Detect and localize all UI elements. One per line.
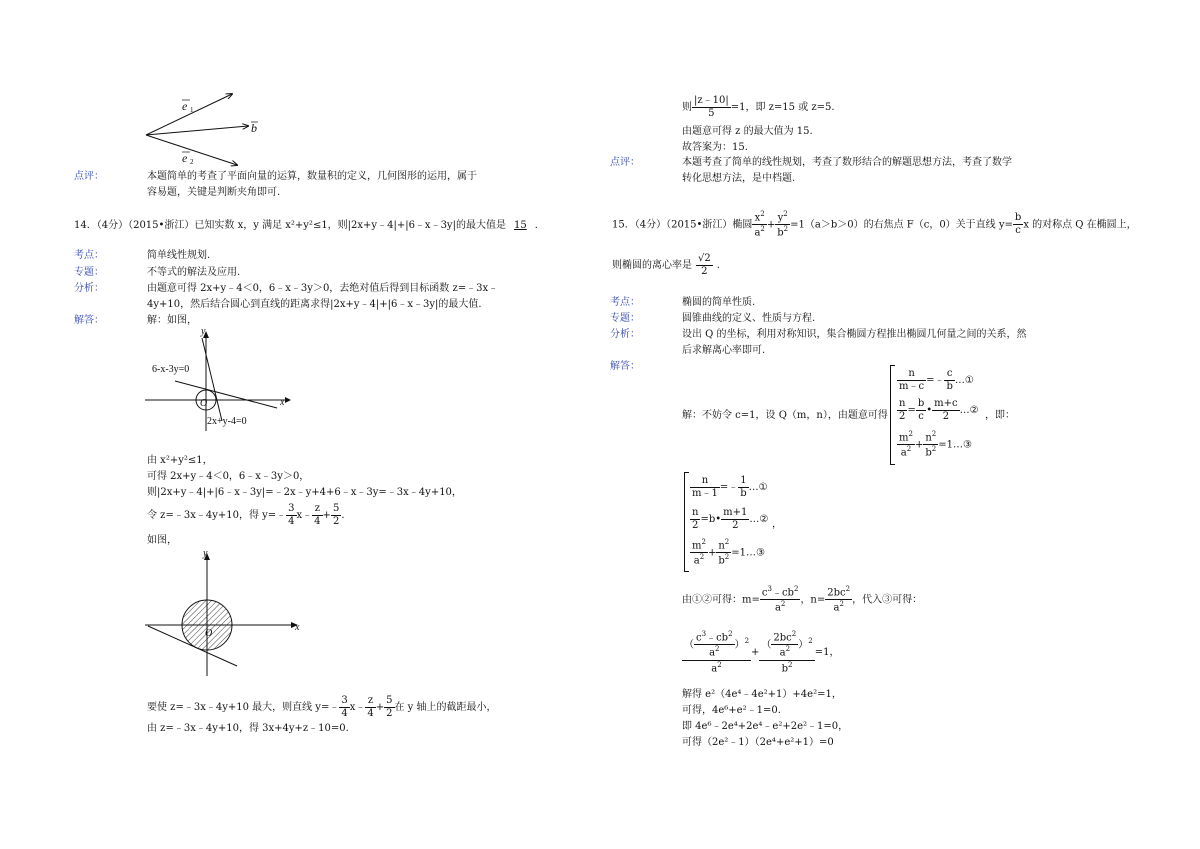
- system2-eq1: $\frac{n}{m﹣1}$ =﹣ $\frac{1}{b}$ …①: [692, 475, 768, 499]
- system2-brace: [684, 472, 689, 572]
- solution-15-intro: 解：不妨令 c=1，设 Q（m，n），由题意可得: [682, 410, 888, 421]
- knowledge-label: 考点：: [74, 250, 104, 261]
- solution-14-l4: 令 z=﹣3x﹣4y+10，得 y=﹣ $\frac{3}{4}$ x﹣ $\frac{z}{4}$ + $\frac{5}{2}$ .: [147, 503, 345, 527]
- solution-14-intro: 解：如图，: [147, 315, 197, 326]
- system1-eq3: $\frac{m^2}{a^2}$ + $\frac{n^2}{b^2}$ =1…③: [899, 430, 972, 459]
- analysis-label-2: 分析：: [610, 329, 640, 340]
- solution-14-l1: 由 x²+y²≤1，: [147, 455, 213, 466]
- answer-14: 15: [513, 220, 527, 231]
- analysis-14-line1: 由题意可得 2x+y﹣4＜0，6﹣x﹣3y＞0，去绝对值后得到目标函数 z=﹣3x﹣: [147, 283, 499, 294]
- topic-14: 不等式的解法及应用.: [147, 267, 241, 278]
- question-15-line2: 则椭圆的离心率是 $\frac{√2}{2}$ .: [612, 253, 720, 277]
- system2-comma: ，: [772, 519, 782, 530]
- solution-label: 解答：: [74, 315, 104, 326]
- label-e1: e: [182, 99, 188, 113]
- review-13-line1: 本题简单的考查了平面向量的运算，数量积的定义，几何图形的运用，属于: [147, 171, 477, 182]
- knowledge-label-2: 考点：: [610, 297, 640, 308]
- line-6-x-3y: [175, 381, 277, 408]
- system1-brace: [890, 365, 895, 465]
- system2-eq3: $\frac{m^2}{a^2}$ + $\frac{n^2}{b^2}$ =1…③: [692, 538, 765, 567]
- y-axis-label-2: y: [203, 548, 208, 559]
- x-axis-label-2: x: [295, 622, 300, 633]
- answer-15: $\frac{√2}{2}$: [698, 253, 711, 277]
- solution-15-eq: （ $\frac{c^3﹣cb^2}{a^2}$ ）$^2$ $a^2$ + （ $\frac{2bc^2}{a^2}$ ）$^2$ $b^2$ =1，: [684, 630, 840, 674]
- system2-eq2: $\frac{n}{2}$ =b• $\frac{m+1}{2}$ …②: [692, 507, 769, 531]
- label-b: b: [251, 121, 257, 135]
- right-l3: 故答案为：15.: [682, 142, 748, 153]
- solution-14-l3: 则|2x+y﹣4|+|6﹣x﹣3y|=﹣2x﹣y+4+6﹣x﹣3y=﹣3x﹣4y+10，: [147, 487, 462, 498]
- analysis-15-line2: 后求解离心率即可.: [682, 345, 766, 356]
- x-axis-label: x: [280, 397, 285, 408]
- analysis-label: 分析：: [74, 283, 104, 294]
- vector-figure: [140, 90, 260, 170]
- solution-15-l4: 即 4e⁶﹣2e⁴+2e⁴﹣e²+2e²﹣1=0，: [682, 721, 849, 732]
- review-14-line2: 转化思想方法，是中档题.: [682, 173, 796, 184]
- system1-eq2: $\frac{n}{2}$ = $\frac{b}{c}$ • $\frac{m+c}{2}$ …②: [899, 398, 979, 422]
- analysis-15-line1: 设出 Q 的坐标，利用对称知识，集合椭圆方程推出椭圆几何量之间的关系，然: [682, 329, 1027, 340]
- origin-label-2: O: [205, 628, 213, 639]
- topic-15: 圆锥曲线的定义、性质与方程.: [682, 313, 816, 324]
- origin-label: O: [200, 398, 208, 409]
- knowledge-14: 简单线性规划.: [147, 250, 211, 261]
- shaded-disk: [182, 600, 232, 650]
- knowledge-15: 椭圆的简单性质.: [682, 297, 756, 308]
- right-l2: 由题意可得 z 的最大值为 15.: [682, 126, 813, 137]
- question-15: 15．（4分）（2015•浙江）椭圆 $\frac{x^2}{a^2}$ + $\frac{y^2}{b^2}$ =1（a＞b＞0）的右焦点 F（c，0）关于直线 y= $\frac{b}{c}$ x 的对称点 Q 在椭圆上，: [612, 210, 1137, 239]
- review-13-line2: 容易题，关键是判断夹角即可.: [147, 187, 281, 198]
- solution-14-l5: 如图，: [147, 535, 177, 546]
- review-label-2: 点评：: [610, 157, 640, 168]
- label-e2: e: [182, 151, 188, 165]
- line2-label: 2x+y-4=0: [207, 416, 247, 427]
- solution-14-l2: 可得 2x+y﹣4＜0，6﹣x﹣3y＞0，: [147, 471, 310, 482]
- system1-eq1: $\frac{n}{m﹣c}$ =﹣ $\frac{c}{b}$ …①: [899, 368, 974, 392]
- solution-label-2: 解答：: [610, 361, 640, 372]
- solution-15-l1: 由①②可得：m= $\frac{c^3﹣cb^2}{a^2}$ ，n= $\frac{2bc^2}{a^2}$ ，代入③可得：: [682, 585, 923, 614]
- question-14: 14．（4分）（2015•浙江）已知实数 x，y 满足 x²+y²≤1，则|2x+y﹣4|+|6﹣x﹣3y|的最大值是 15 ．: [74, 220, 545, 231]
- right-l1: 则 $\frac{|z﹣10|}{5}$ =1，即 z=15 或 z=5.: [682, 95, 835, 119]
- solution-14-l6: 要使 z=﹣3x﹣4y+10 最大，则直线 y=﹣ $\frac{3}{4}$ x﹣ $\frac{z}{4}$ + $\frac{5}{2}$ 在 y 轴上的截距最小，: [147, 695, 497, 719]
- solution-15-l5: 可得（2e²﹣1）（2e⁴+e²+1）=0: [682, 737, 834, 748]
- review-14-line1: 本题考查了简单的线性规划，考查了数形结合的解题思想方法，考查了数学: [682, 157, 1012, 168]
- line-figure: [145, 326, 295, 436]
- analysis-14-line2: 4y+10，然后结合圆心到直线的距离求得|2x+y﹣4|+|6﹣x﹣3y|的最大值.: [147, 299, 482, 310]
- solution-15-intro-end: ，即：: [985, 410, 1015, 421]
- circle-figure: [145, 548, 305, 678]
- topic-label: 专题：: [74, 267, 104, 278]
- svg-text:2: 2: [190, 158, 194, 166]
- solution-15-l3: 可得，4e⁶+e²﹣1=0.: [682, 705, 781, 716]
- svg-text:1: 1: [190, 106, 194, 114]
- review-label: 点评：: [74, 171, 104, 182]
- y-axis-label: y: [201, 326, 206, 337]
- line1-label: 6-x-3y=0: [152, 364, 190, 375]
- solution-15-l2: 解得 e²（4e⁴﹣4e²+1）+4e²=1，: [682, 689, 842, 700]
- solution-14-l7: 由 z=﹣3x﹣4y+10，得 3x+4y+z﹣10=0.: [147, 723, 349, 734]
- topic-label-2: 专题：: [610, 313, 640, 324]
